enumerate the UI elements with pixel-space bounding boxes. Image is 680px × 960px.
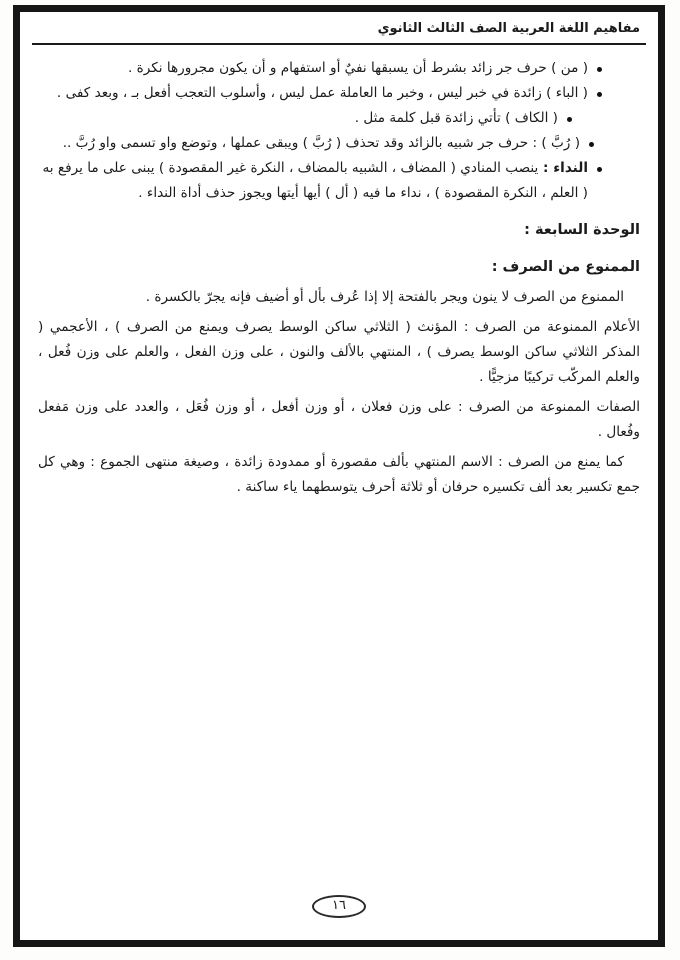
unit-heading: الوحدة السابعة : [524, 222, 640, 238]
bullet-dot-icon [597, 92, 602, 97]
bullet-text-wrap [38, 156, 588, 206]
bullet-item-nida [38, 156, 602, 206]
bullet-item-baa [38, 81, 602, 106]
page-border-frame [13, 5, 665, 947]
bullet-text: ينصب المنادي ( المضاف ، الشبيه بالمضاف ، النكرة غير المقصودة ) يبنى على ما يرفع به ( العلم ، النكرة المقصودة ) ، نداء ما فيه ( أل ) أيها أيتها ويجوز حذف أداة النداء . [42, 160, 588, 201]
paragraph-definition: الممنوع من الصرف لا ينون ويجر بالفتحة إلا إذا عُرف بأل أو أضيف فإنه يجرّ بالكسرة . [145, 289, 624, 305]
page-content [20, 12, 658, 940]
body-text [32, 45, 646, 500]
bullet-text: ( رُبَّ ) : حرف جر شبيه بالزائد وقد تحذف ( رُبَّ ) ويبقى عملها ، وتوضع واو تسمى واو رُبَّ .. [62, 135, 580, 151]
bullet-item-rubba [38, 131, 594, 156]
page-number-badge: ١٦ [312, 895, 366, 918]
page-header [32, 12, 646, 45]
bullet-item-kaf [38, 106, 572, 131]
bullet-lead: النداء : [538, 160, 588, 176]
bullet-text: ( من ) حرف جر زائد بشرط أن يسبقها نفيٌ أو استفهام و أن يكون مجرورها نكرة . [127, 60, 588, 76]
bullet-dot-icon [597, 67, 602, 72]
bullet-dot-icon [589, 142, 594, 147]
paragraph-other-cases: كما يمنع من الصرف : الاسم المنتهي بألف مقصورة أو ممدودة زائدة ، وصيغة منتهى الجموع : وهي كل جمع تكسير بعد ألف تكسيره حرفان أو ثلاثة أحرف يتوسطهما ياء ساكنة . [38, 454, 640, 495]
bullet-text: ( الكاف ) تأتي زائدة قبل كلمة مثل . [354, 110, 558, 126]
paragraph-proper-nouns: الأعلام الممنوعة من الصرف : المؤنث ( الثلاثي ساكن الوسط يصرف ويمنع من الصرف ) ، الأعجمي ( المذكر الثلاثي ساكن الوسط يصرف ) ، المنتهي بالألف والنون ، على وزن الفعل ، والعلم على وزن فُعل ، والعلم المركّب تركيبًا مزجيًّا . [38, 319, 640, 385]
bullet-list [38, 56, 640, 206]
bullet-dot-icon [567, 117, 572, 122]
paragraph-adjectives: الصفات الممنوعة من الصرف : على وزن فعلان ، أو وزن أفعل ، أو وزن فُعَل ، والعدد على وزن مَفعل وفُعال . [38, 399, 640, 440]
page-footer [20, 894, 658, 918]
bullet-item-min [38, 56, 602, 81]
bullet-text: ( الباء ) زائدة في خبر ليس ، وخبر ما العاملة عمل ليس ، وأسلوب التعجب أفعل بـ ، وبعد كفى . [56, 85, 588, 101]
header-title: مفاهيم اللغة العربية الصف الثالث الثانوي [377, 21, 640, 36]
topic-heading: الممنوع من الصرف : [491, 259, 640, 275]
bullet-dot-icon [597, 167, 602, 172]
